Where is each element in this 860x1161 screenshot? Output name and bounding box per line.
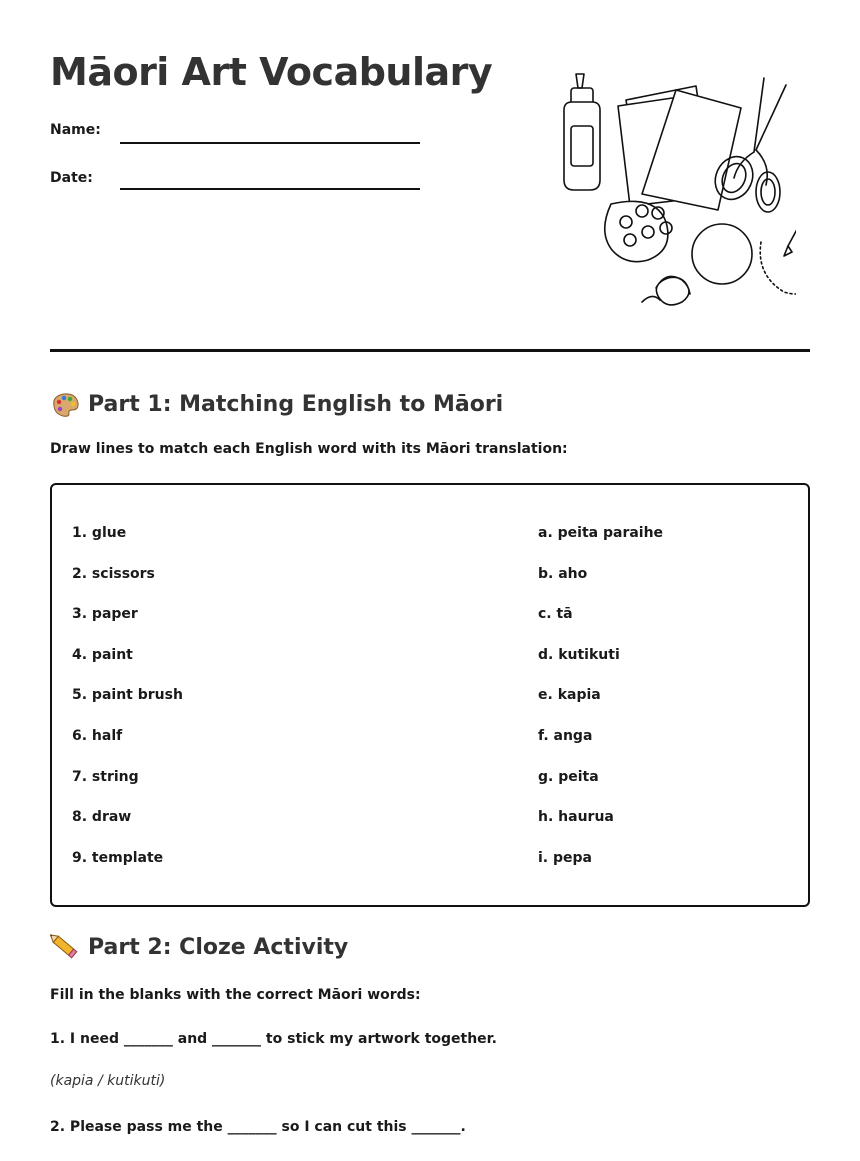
english-word: 7. string xyxy=(72,769,139,785)
part1-instruction: Draw lines to match each English word with its Māori translation: xyxy=(50,441,568,457)
paint-palette-icon xyxy=(605,201,672,261)
match-row xyxy=(72,687,792,707)
maori-word: c. tā xyxy=(538,606,573,622)
cloze-question: 1. I need _______ and _______ to stick my artwork together. xyxy=(50,1031,497,1047)
worksheet-header xyxy=(50,0,810,352)
match-row xyxy=(72,728,792,748)
english-word: 3. paper xyxy=(72,606,138,622)
maori-word: d. kutikuti xyxy=(538,647,620,663)
match-row xyxy=(72,769,792,789)
maori-word: a. peita paraihe xyxy=(538,525,664,541)
header-divider xyxy=(50,349,810,352)
part1-heading-text: Part 1: Matching English to Māori xyxy=(88,391,504,417)
match-row xyxy=(72,647,792,667)
paint-brush-icon xyxy=(784,220,796,256)
english-word: 2. scissors xyxy=(72,566,155,582)
glue-bottle-icon xyxy=(564,74,600,190)
maori-word: e. kapia xyxy=(538,687,601,703)
paper-sheets-icon xyxy=(618,86,741,210)
part1-heading xyxy=(50,390,503,418)
english-word: 4. paint xyxy=(72,647,133,663)
name-label: Name: xyxy=(50,122,101,138)
maori-word: b. aho xyxy=(538,566,588,582)
maori-word: f. anga xyxy=(538,728,593,744)
english-word: 6. half xyxy=(72,728,123,744)
maori-word: g. peita xyxy=(538,769,599,785)
english-word: 9. template xyxy=(72,850,164,866)
english-word: 8. draw xyxy=(72,809,132,825)
pencil-icon xyxy=(50,933,80,961)
matching-box xyxy=(50,483,810,907)
part2-heading xyxy=(50,933,348,961)
english-word: 5. paint brush xyxy=(72,687,183,703)
maori-word: i. pepa xyxy=(538,850,592,866)
match-row xyxy=(72,566,792,586)
date-label: Date: xyxy=(50,170,93,186)
page-title: Māori Art Vocabulary xyxy=(50,50,493,94)
name-input-line[interactable] xyxy=(120,142,420,144)
cloze-hint: (kapia / kutikuti) xyxy=(50,1073,166,1089)
part2-heading-text: Part 2: Cloze Activity xyxy=(88,934,349,960)
match-row xyxy=(72,525,792,545)
match-row xyxy=(72,850,792,870)
match-row xyxy=(72,809,792,829)
english-word: 1. glue xyxy=(72,525,127,541)
artist-palette-icon xyxy=(50,390,80,418)
art-supplies-illustration xyxy=(556,70,796,320)
cloze-question: 2. Please pass me the _______ so I can cut this _______. xyxy=(50,1119,466,1135)
maori-word: h. haurua xyxy=(538,809,614,825)
match-row xyxy=(72,606,792,626)
paper-circle-icon xyxy=(692,224,752,284)
date-input-line[interactable] xyxy=(120,188,420,190)
string-icon xyxy=(642,276,690,304)
part2-instruction: Fill in the blanks with the correct Māori words: xyxy=(50,987,421,1003)
